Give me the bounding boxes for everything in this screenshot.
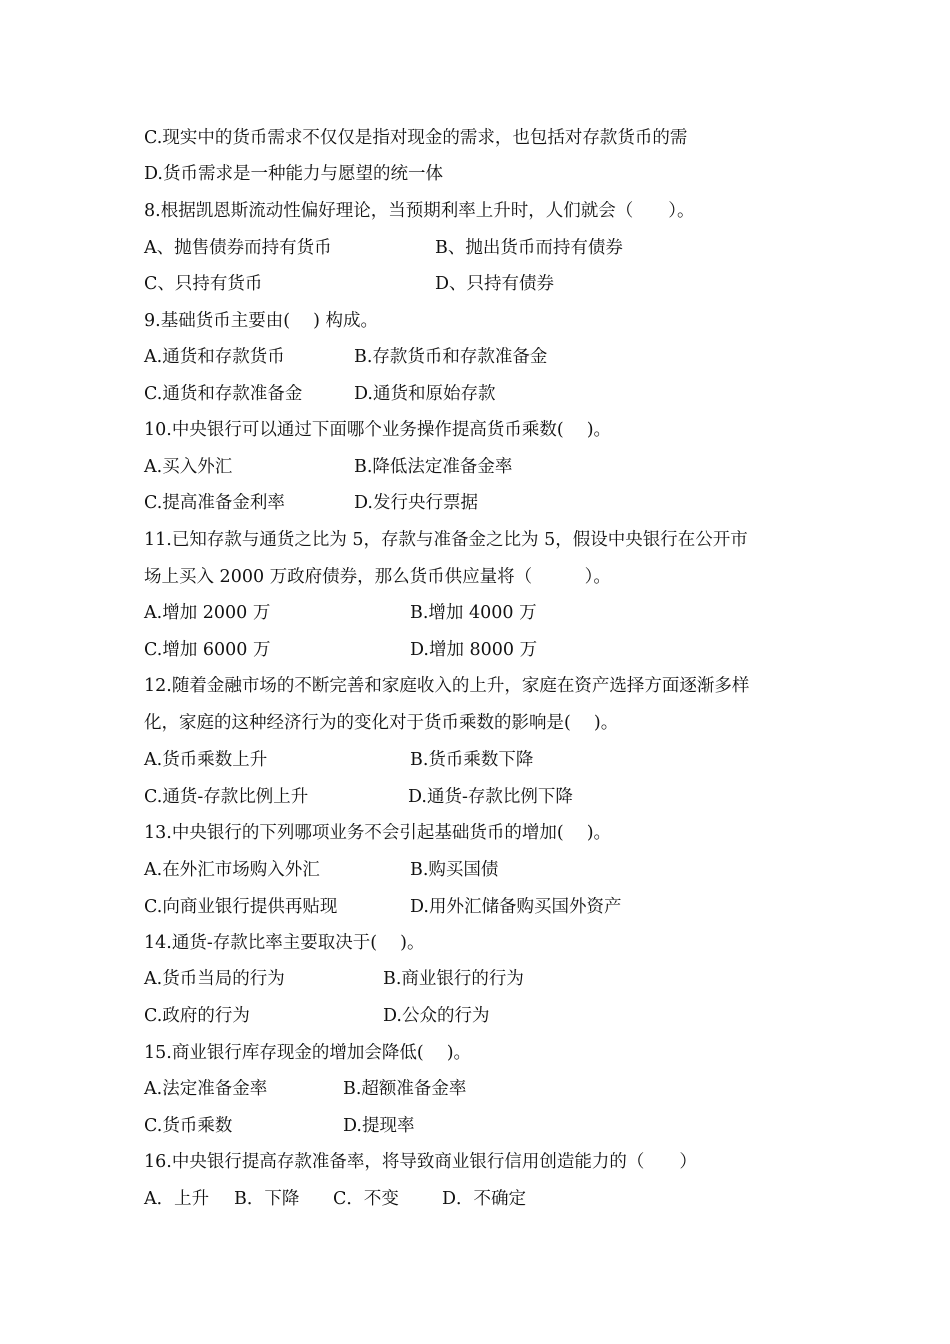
option-d-q13: D.用外汇储备购买国外资产 [410, 897, 622, 917]
option-d-q9: D.通货和原始存款 [354, 384, 496, 404]
option-c-q13: C.向商业银行提供再贴现 [144, 897, 338, 917]
option-a-q12: A.货币乘数上升 [144, 750, 268, 770]
option-b-q14: B.商业银行的行为 [383, 969, 524, 989]
option-d-q16: D．不确定 [442, 1189, 527, 1209]
question-13: 13.中央银行的下列哪项业务不会引起基础货币的增加( )。 [144, 823, 612, 843]
question-16: 16.中央银行提高存款准备率，将导致商业银行信用创造能力的（ ） [144, 1152, 697, 1172]
option-a-q14: A.货币当局的行为 [144, 969, 285, 989]
option-c-q8: C、只持有货币 [144, 274, 263, 294]
option-b-q16: B．下降 [234, 1189, 300, 1209]
option-d-q11: D.增加 8000 万 [410, 640, 538, 660]
option-c-q9: C.通货和存款准备金 [144, 384, 303, 404]
option-d-q8: D、只持有债券 [435, 274, 555, 294]
question-14: 14.通货-存款比率主要取决于( )。 [144, 933, 425, 953]
question-11-line-2: 场上买入 2000 万政府债券，那么货币供应量将（ ）。 [144, 567, 611, 587]
option-c-q15: C.货币乘数 [144, 1116, 233, 1136]
option-c-q7: C.现实中的货币需求不仅仅是指对现金的需求，也包括对存款货币的需 [144, 128, 688, 148]
option-c-q10: C.提高准备金利率 [144, 493, 285, 513]
option-c-q16: C．不变 [333, 1189, 399, 1209]
option-c-q11: C.增加 6000 万 [144, 640, 271, 660]
option-d-q12: D.通货-存款比例下降 [408, 787, 573, 807]
option-c-q12: C.通货-存款比例上升 [144, 787, 309, 807]
option-a-q8: A、抛售债券而持有货币 [144, 238, 332, 258]
option-d-q14: D.公众的行为 [383, 1006, 490, 1026]
question-12-line-1: 12.随着金融市场的不断完善和家庭收入的上升，家庭在资产选择方面逐渐多样 [144, 676, 750, 696]
question-10: 10.中央银行可以通过下面哪个业务操作提高货币乘数( )。 [144, 420, 612, 440]
option-b-q15: B.超额准备金率 [343, 1079, 467, 1099]
option-d-q15: D.提现率 [343, 1116, 415, 1136]
question-11-line-1: 11.已知存款与通货之比为 5，存款与准备金之比为 5，假设中央银行在公开市 [144, 530, 748, 550]
option-c-q14: C.政府的行为 [144, 1006, 250, 1026]
option-a-q9: A.通货和存款货币 [144, 347, 285, 367]
option-b-q8: B、抛出货币而持有债券 [435, 238, 623, 258]
option-b-q13: B.购买国债 [410, 860, 499, 880]
question-9: 9.基础货币主要由( ) 构成。 [144, 311, 378, 331]
option-b-q11: B.增加 4000 万 [410, 603, 537, 623]
option-a-q16: A．上升 [144, 1189, 210, 1209]
option-b-q10: B.降低法定准备金率 [354, 457, 513, 477]
option-a-q11: A.增加 2000 万 [144, 603, 271, 623]
question-15: 15.商业银行库存现金的增加会降低( )。 [144, 1043, 472, 1063]
question-8: 8.根据凯恩斯流动性偏好理论，当预期利率上升时，人们就会（ ）。 [144, 201, 695, 221]
option-b-q12: B.货币乘数下降 [410, 750, 534, 770]
option-a-q13: A.在外汇市场购入外汇 [144, 860, 320, 880]
option-a-q10: A.买入外汇 [144, 457, 233, 477]
option-a-q15: A.法定准备金率 [144, 1079, 268, 1099]
option-b-q9: B.存款货币和存款准备金 [354, 347, 548, 367]
option-d-q7: D.货币需求是一种能力与愿望的统一体 [144, 164, 443, 184]
option-d-q10: D.发行央行票据 [354, 493, 478, 513]
question-12-line-2: 化，家庭的这种经济行为的变化对于货币乘数的影响是( )。 [144, 713, 619, 733]
